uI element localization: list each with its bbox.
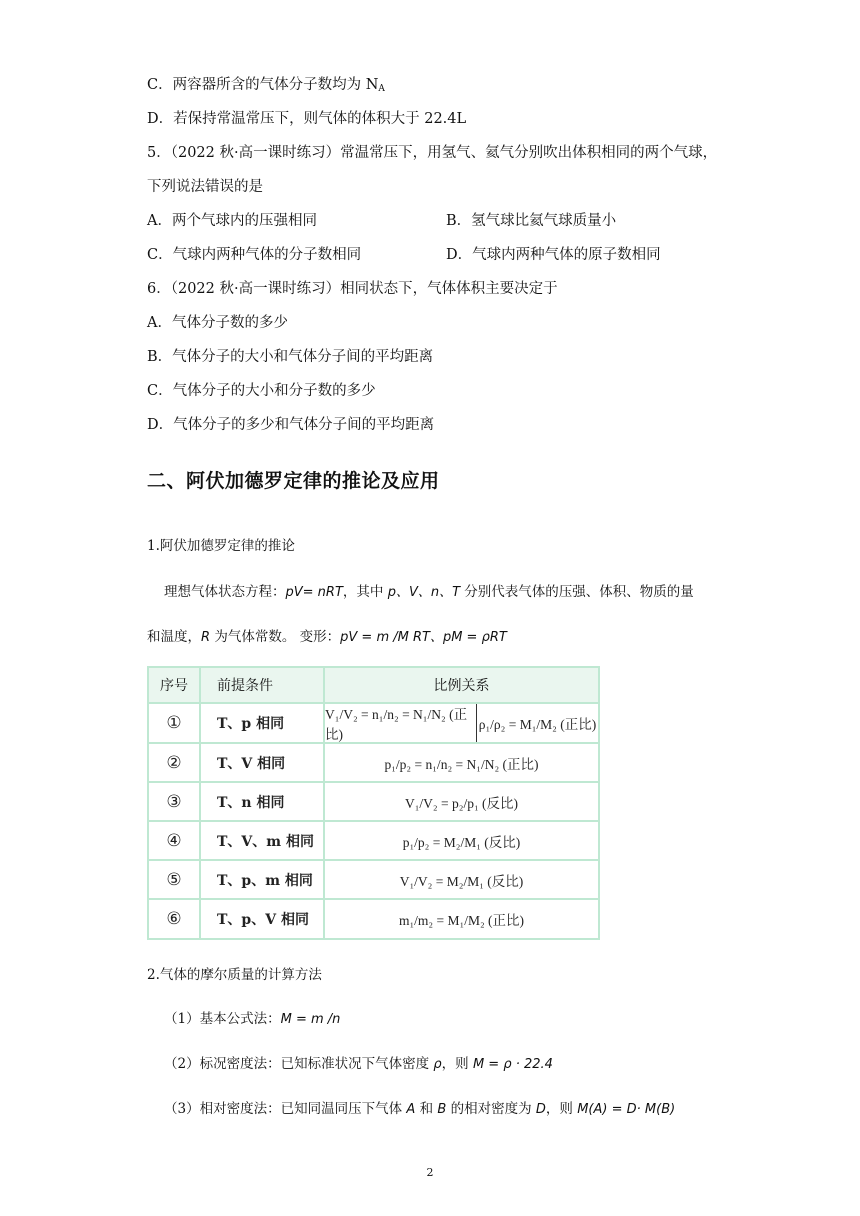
row-relation: V₁/V₂ = p₂/p₁ (反比) bbox=[404, 795, 519, 811]
q6-option-b: B．气体分子的大小和气体分子间的平均距离 bbox=[147, 349, 434, 365]
row-condition: T、p、V 相同 bbox=[201, 900, 325, 938]
row-condition: T、V、m 相同 bbox=[201, 822, 325, 859]
row-relation-b: ρ₁/ρ₂ = M₁/M₂ (正比) bbox=[478, 717, 597, 732]
method-1: （1）基本公式法：M = m /n bbox=[164, 1011, 341, 1027]
q4-option-c: C．两容器所含的气体分子数均为 $N_A$ bbox=[147, 77, 385, 94]
q6-option-a: A．气体分子数的多少 bbox=[147, 315, 288, 331]
avogadro-corollary-table bbox=[147, 666, 600, 940]
row-no: ① bbox=[149, 704, 201, 742]
row-condition: T、n 相同 bbox=[201, 783, 325, 820]
header-no: 序号 bbox=[149, 668, 201, 702]
q5-option-c: C．气球内两种气体的分子数相同 bbox=[147, 247, 362, 263]
table-row bbox=[149, 900, 598, 938]
row-no: ⑤ bbox=[149, 861, 201, 898]
q5-stem-line1: 5．（2022 秋·高一课时练习）常温常压下，用氢气、氦气分别吹出体积相同的两个气球， bbox=[147, 145, 718, 161]
table-header-row bbox=[149, 668, 598, 704]
method-3: （3）相对密度法：已知同温同压下气体 A 和 B 的相对密度为 D，则 M(A) = D· M(B) bbox=[164, 1101, 676, 1117]
row-relation: m₁/m₂ = M₁/M₂ (正比) bbox=[398, 913, 525, 928]
subsection-1-title: 1.阿伏加德罗定律的推论 bbox=[147, 538, 295, 554]
q5-stem-line2: 下列说法错误的是 bbox=[147, 179, 263, 195]
header-relation: 比例关系 bbox=[433, 678, 490, 694]
table-row bbox=[149, 783, 598, 822]
ideal-gas-paragraph-line1: 理想气体状态方程：pV= nRT，其中 p、V、n、T 分别代表气体的压强、体积、物质的量 bbox=[164, 584, 694, 600]
row-relation: p₁/p₂ = n₁/n₂ = N₁/N₂ (正比) bbox=[384, 756, 539, 772]
q5-option-d: D．气球内两种气体的原子数相同 bbox=[446, 247, 661, 263]
row-condition: T、V 相同 bbox=[201, 744, 325, 781]
row-relation: p₁/p₂ = M₂/M₁ (反比) bbox=[402, 834, 521, 850]
row-no: ③ bbox=[149, 783, 201, 820]
row-condition: T、p、m 相同 bbox=[201, 861, 325, 898]
q5-option-b: B．氢气球比氦气球质量小 bbox=[446, 213, 617, 229]
row-no: ② bbox=[149, 744, 201, 781]
table-row bbox=[149, 704, 598, 744]
row-condition: T、p 相同 bbox=[201, 704, 325, 742]
subsection-2-title: 2.气体的摩尔质量的计算方法 bbox=[147, 967, 322, 983]
ideal-gas-paragraph-line2: 和温度，R 为气体常数。 变形：pV = m /M RT、pM = ρRT bbox=[147, 629, 507, 645]
row-relation: V₁/V₂ = M₂/M₁ (反比) bbox=[399, 873, 524, 889]
table-row bbox=[149, 861, 598, 900]
q6-option-c: C．气体分子的大小和分子数的多少 bbox=[147, 383, 376, 399]
row-relation-a: V₁/V₂ = n₁/n₂ = N₁/N₂ (正比) bbox=[325, 704, 477, 742]
page-number: 2 bbox=[426, 1166, 434, 1179]
method-2: （2）标况密度法：已知标准状况下气体密度 ρ，则 M = ρ · 22.4 bbox=[164, 1056, 553, 1072]
row-no: ④ bbox=[149, 822, 201, 859]
table-row bbox=[149, 744, 598, 783]
q5-option-a: A．两个气球内的压强相同 bbox=[147, 213, 317, 229]
section-title: 二、阿伏加德罗定律的推论及应用 bbox=[147, 470, 440, 492]
header-condition: 前提条件 bbox=[201, 668, 325, 702]
q6-option-d: D．气体分子的多少和气体分子间的平均距离 bbox=[147, 417, 435, 433]
row-no: ⑥ bbox=[149, 900, 201, 938]
table-row bbox=[149, 822, 598, 861]
q4-option-d: D．若保持常温常压下，则气体的体积大于 22.4L bbox=[147, 111, 467, 127]
q6-stem: 6．（2022 秋·高一课时练习）相同状态下，气体体积主要决定于 bbox=[147, 281, 558, 297]
